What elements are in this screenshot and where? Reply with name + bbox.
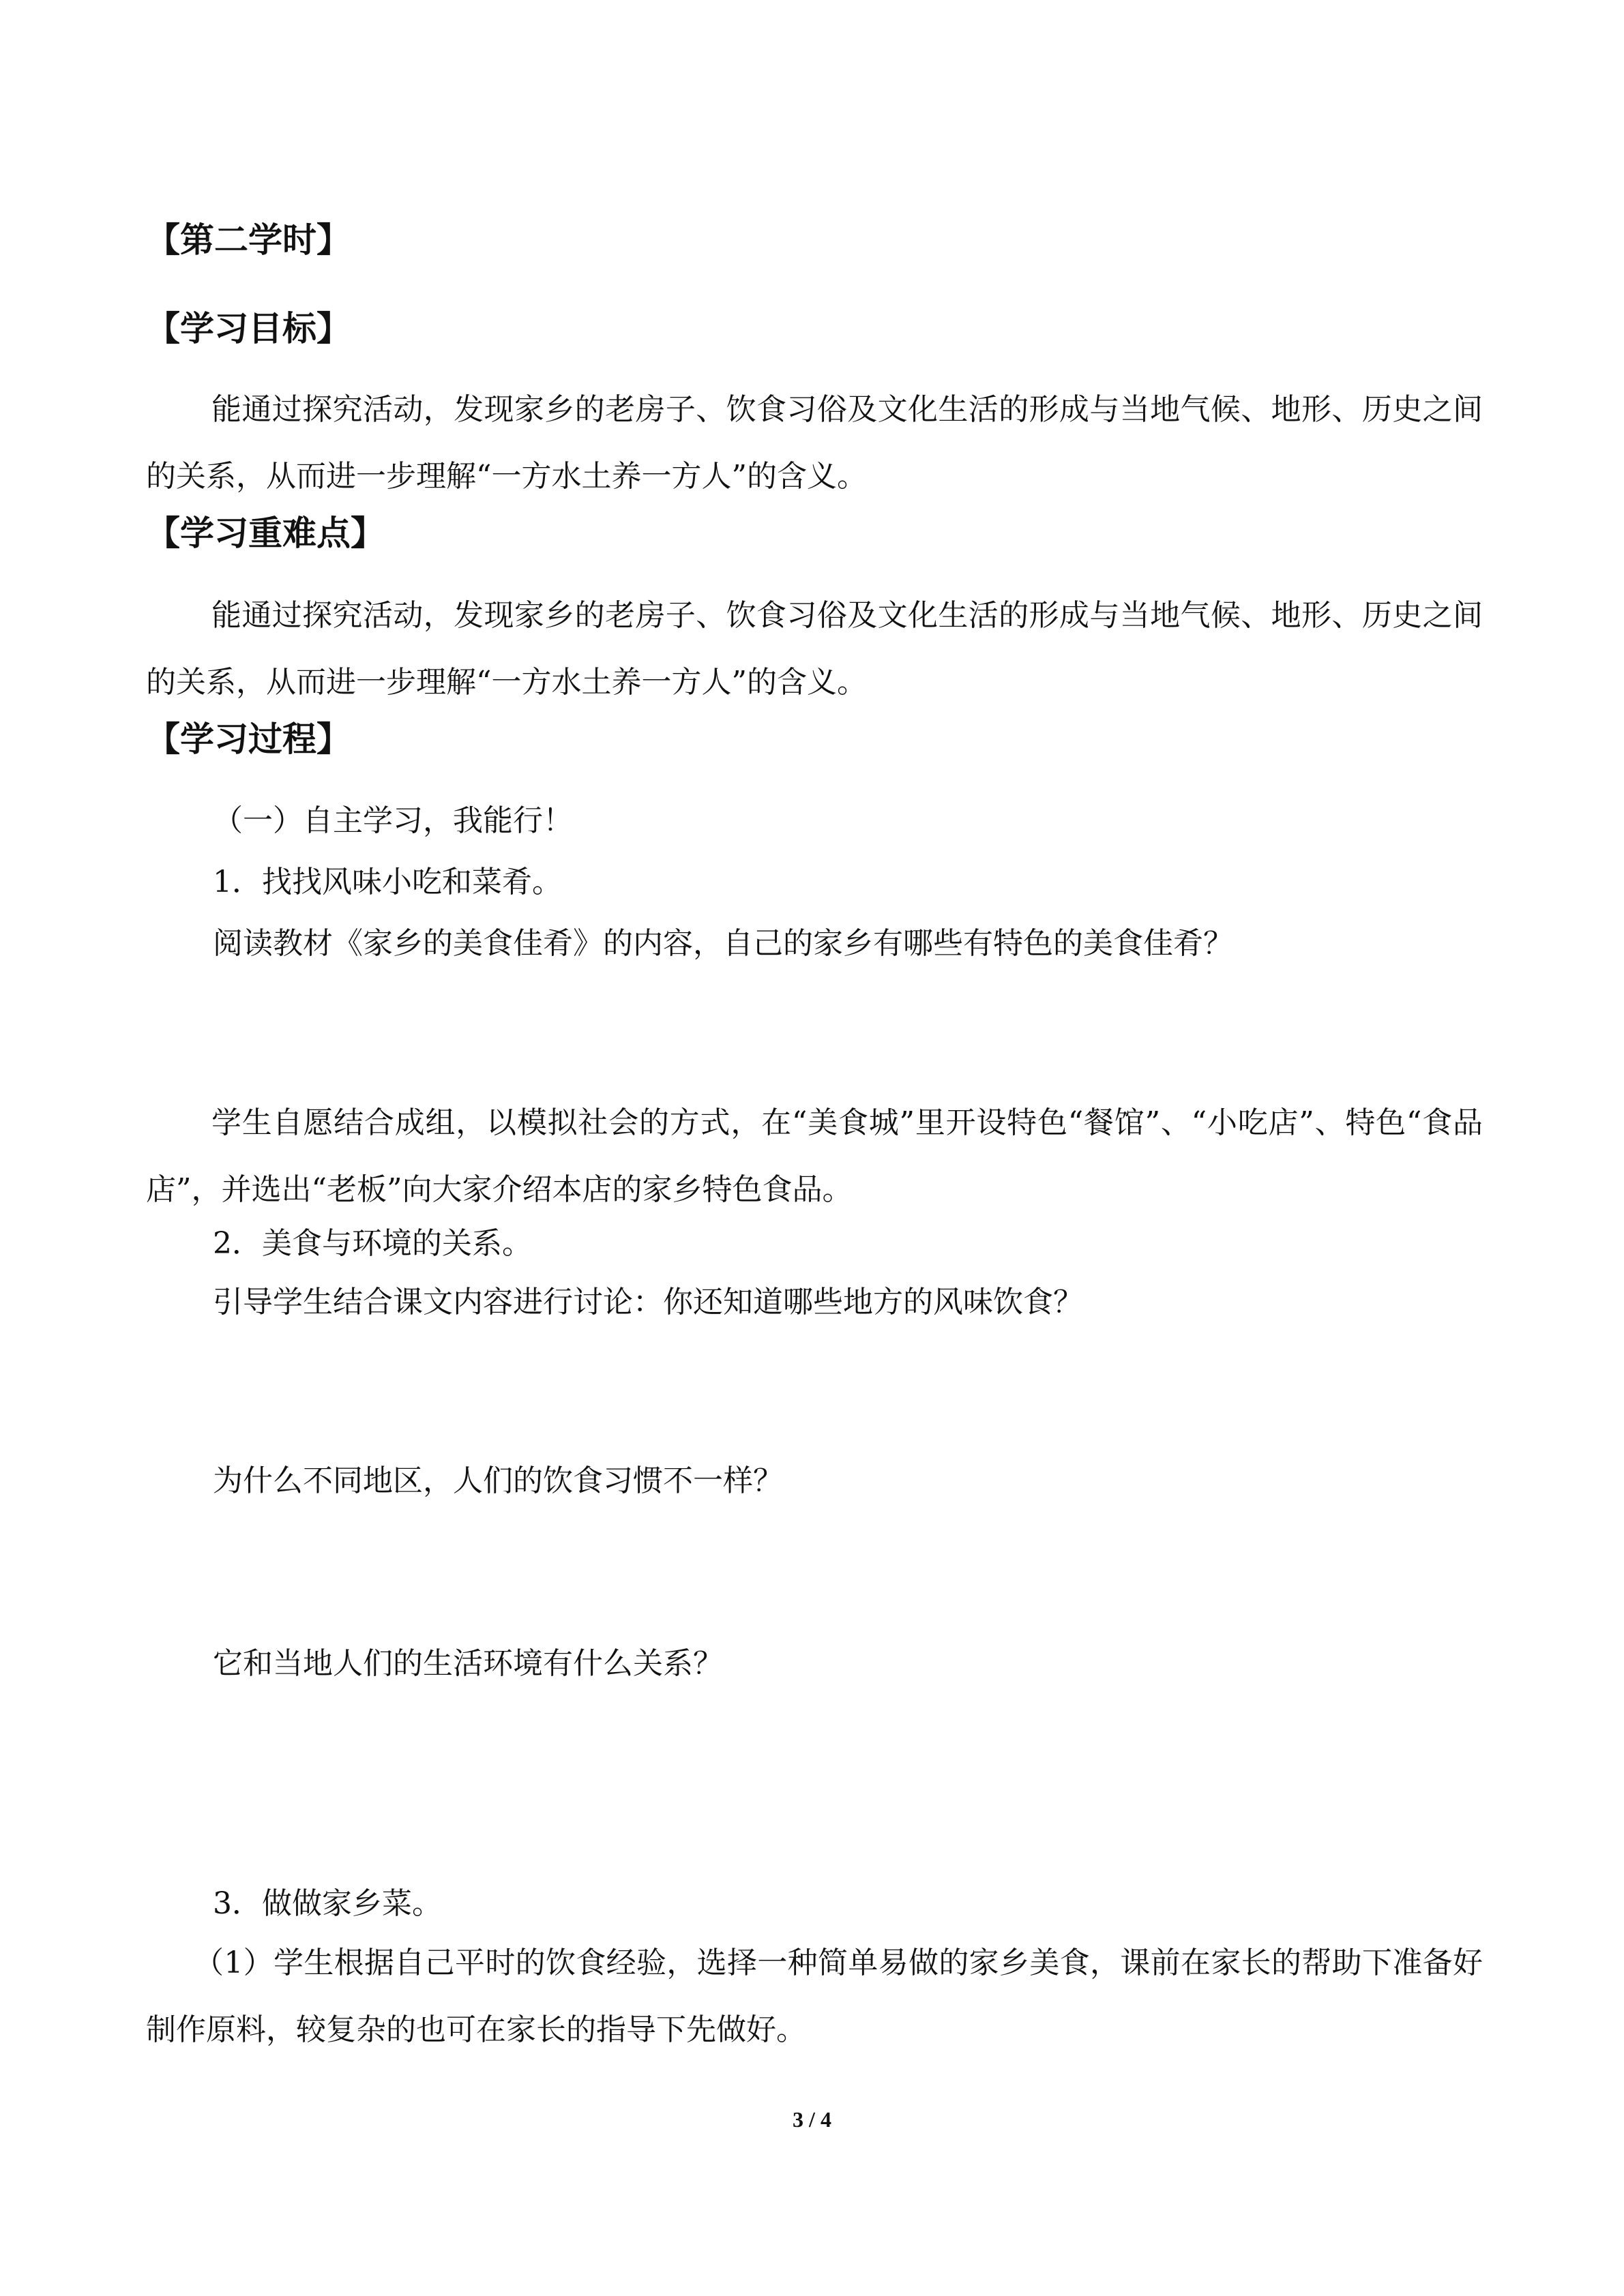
item2-question-2: 为什么不同地区，人们的饮食习惯不一样？ — [213, 1463, 783, 1498]
lesson-heading: 【第二学时】 — [146, 220, 351, 260]
item1-title: 1．找找风味小吃和菜肴。 — [213, 865, 562, 899]
item3-title: 3．做做家乡菜。 — [213, 1886, 442, 1921]
process-heading: 【学习过程】 — [146, 719, 351, 759]
objectives-text: 能通过探究活动，发现家乡的老房子、饮食习俗及文化生活的形成与当地气候、地形、历史之间的关系，从而进一步理解“一方水土养一方人”的含义。 — [146, 392, 1483, 494]
item3-step-1: （1）学生根据自己平时的饮食经验，选择一种简单易做的家乡美食，课前在家长的帮助下准备好制作原料，较复杂的也可在家长的指导下先做好。 — [146, 1945, 1483, 2047]
item2-question-3: 它和当地人们的生活环境有什么关系？ — [213, 1646, 723, 1681]
item1-question: 阅读教材《家乡的美食佳肴》的内容，自己的家乡有哪些有特色的美食佳肴？ — [213, 926, 1233, 961]
key-points-text: 能通过探究活动，发现家乡的老房子、饮食习俗及文化生活的形成与当地气候、地形、历史之间的关系，从而进一步理解“一方水土养一方人”的含义。 — [146, 598, 1483, 700]
page-number: 3 / 4 — [793, 2107, 831, 2132]
part-one-title: （一）自主学习，我能行！ — [213, 803, 573, 838]
item1-activity: 学生自愿结合成组，以模拟社会的方式，在“美食城”里开设特色“餐馆”、“小吃店”、特色“食品店”，并选出“老板”向大家介绍本店的家乡特色食品。 — [146, 1105, 1483, 1207]
item2-question-1: 引导学生结合课文内容进行讨论：你还知道哪些地方的风味饮食？ — [213, 1285, 1083, 1320]
key-points-heading: 【学习重难点】 — [146, 513, 385, 553]
objectives-heading: 【学习目标】 — [146, 309, 351, 348]
item2-title: 2．美食与环境的关系。 — [213, 1226, 532, 1261]
